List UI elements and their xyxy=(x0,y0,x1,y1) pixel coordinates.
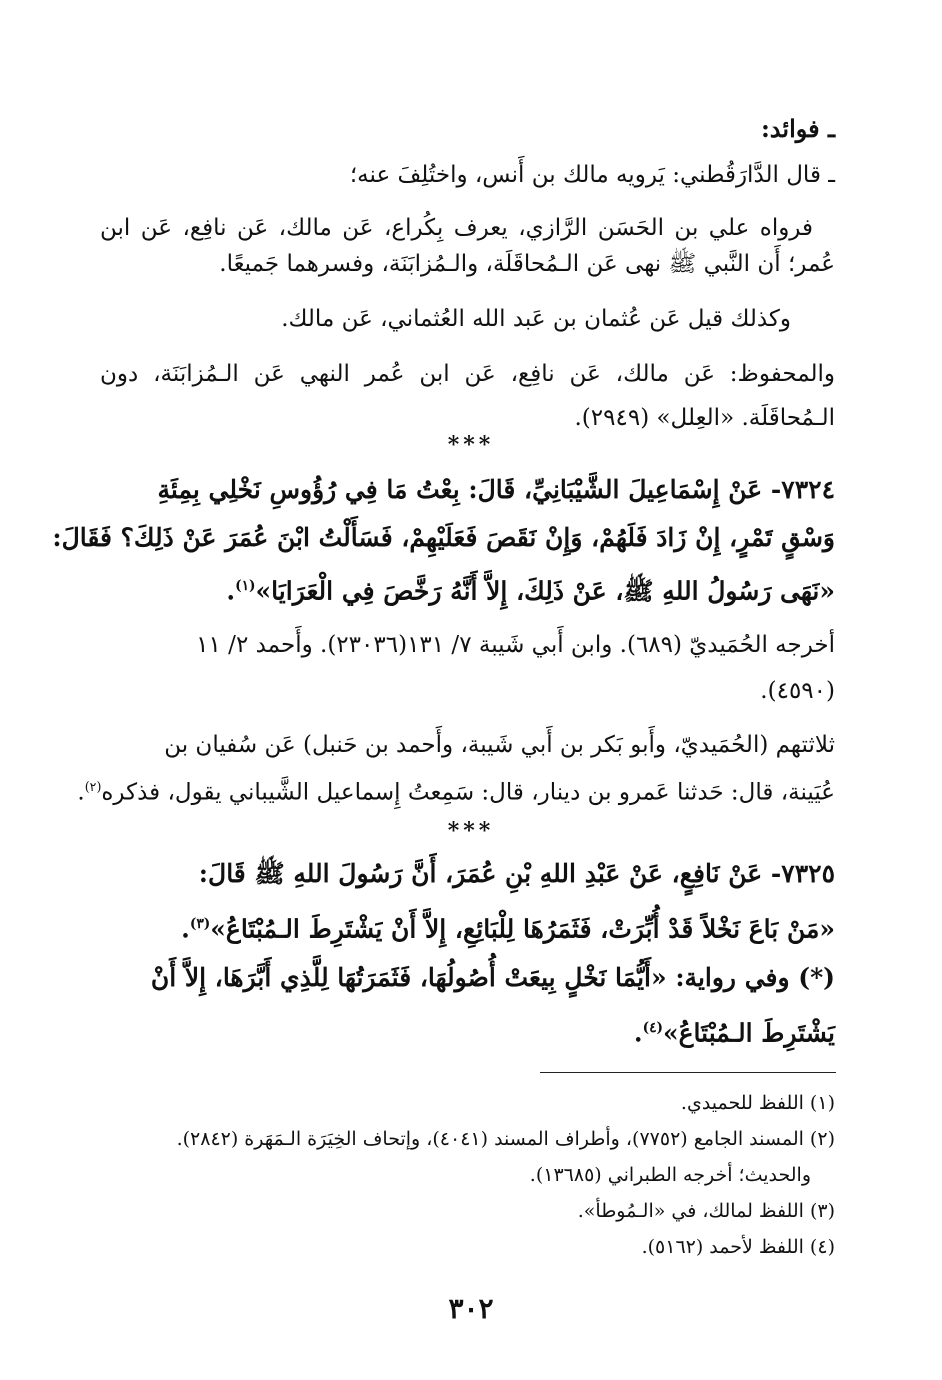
punctuation: . xyxy=(633,1018,643,1048)
footnote-2: (٢) المسند الجامع (٧٧٥٢)، وأطراف المسند (٤٠٤١)، وإتحاف الخِيَرَة الـمَهَرة (٢٨٤٢). xyxy=(176,1128,835,1150)
page-number: ٣٠٢ xyxy=(448,1292,494,1325)
footnote-ref-1: (١) xyxy=(235,578,256,594)
hadith-7324-line-3 xyxy=(100,570,835,607)
hadith-7325-line-2 xyxy=(100,908,835,945)
hadith-7325-matn: «مَنْ بَاعَ نَخْلاً قَدْ أُبِّرَتْ، فَثَمَرُهَا لِلْبَائِعِ، إِلاَّ أَنْ يَشْتَرِطَ الـمُبْتَاعُ» xyxy=(210,914,835,944)
footnote-ref-2: (٢) xyxy=(84,779,102,794)
takhrij-7324-line-1: أخرجه الحُمَيديّ (٦٨٩). وابن أَبي شَيبة ٧/ ١٣١(٢٣٠٣٦). وأَحمد ٢/ ١١ xyxy=(196,632,835,658)
paragraph-daraqutni-riwaya: فرواه علي بن الحَسَن الرَّازي، يعرف بِكُراع، عَن مالك، عَن نافِع، عَن ابن عُمر؛ أَن النَّبي ﷺ نهى عَن الـمُحاقَلَة، والـمُزابَنَة، وفسرهما جَميعًا. xyxy=(100,215,835,277)
punctuation: . xyxy=(226,576,236,606)
hadith-7325-line-1: ٧٣٢٥- عَنْ نَافِعٍ، عَنْ عَبْدِ اللهِ بْنِ عُمَرَ، أَنَّ رَسُولَ اللهِ ﷺ قَالَ: xyxy=(198,859,835,888)
punctuation: . xyxy=(181,914,190,944)
paragraph-daraqutni-intro: ـ قال الدَّارَقُطني: يَرويه مالك بن أَنس، واختُلِفَ عنه؛ xyxy=(349,162,835,188)
section-separator: *** xyxy=(447,432,495,458)
isnad-7324-line-1: ثلاثتهم (الحُمَيديّ، وأَبو بَكر بن أَبي شَيبة، وأَحمد بن حَنبل) عَن سُفيان بن xyxy=(164,732,835,758)
hadith-7325-line-3: (*) وفي رواية: «أَيُّمَا نَخْلٍ بِيعَتْ أُصُولُهَا، فَثَمَرَتُهَا لِلَّذِي أَبَّرَهَا، إِلاَّ أَنْ xyxy=(150,963,835,992)
hadith-7324-matn: «نَهَى رَسُولُ اللهِ ﷺ، عَنْ ذَلِكَ، إِلاَّ أَنَّهُ رَخَّصَ فِي الْعَرَايَا» xyxy=(255,576,835,606)
isnad-text: عُيَينة، قال: حَدثنا عَمرو بن دينار، قال: سَمِعتُ إِسماعيل الشَّيباني يقول، فذكره xyxy=(101,779,835,806)
footnote-2-continued: والحديث؛ أخرجه الطبراني (١٣٦٨٥). xyxy=(529,1164,811,1186)
paragraph-text: وكذلك قيل عَن عُثمان بن عَبد الله العُثماني، عَن مالك. xyxy=(281,306,791,332)
hadith-7325-matn-end: يَشْتَرِطَ الـمُبْتَاعُ» xyxy=(662,1018,835,1048)
hadith-7325-line-4 xyxy=(100,1012,835,1049)
footnote-divider xyxy=(540,1072,836,1073)
footnote-4: (٤) اللفظ لأحمد (٥١٦٢). xyxy=(641,1236,835,1258)
punctuation: . xyxy=(77,779,85,806)
paragraph-daraqutni-uthmani xyxy=(100,304,835,334)
section-separator: *** xyxy=(447,818,495,844)
hadith-7324-line-1: ٧٣٢٤- عَنْ إِسْمَاعِيلَ الشَّيْبَانِيِّ، قَالَ: بِعْتُ مَا فِي رُؤُوسِ نَخْلِي بِمِئَةِ xyxy=(157,475,835,504)
footnote-1: (١) اللفظ للحميدي. xyxy=(680,1092,835,1114)
footnote-3: (٣) اللفظ لمالك، في «الـمُوطأ». xyxy=(577,1200,835,1222)
footnote-ref-3: (٣) xyxy=(189,916,211,932)
isnad-7324-line-2 xyxy=(77,772,835,808)
takhrij-7324-line-2: (٤٥٩٠). xyxy=(760,678,835,704)
paragraph-mahfuz: والمحفوظ: عَن مالك، عَن نافِع، عَن ابن عُمر النهي عَن الـمُزابَنَة، دون الـمُحاقَلَة. «العِلل» (٢٩٤٩). xyxy=(100,361,835,431)
footnote-ref-4: (٤) xyxy=(642,1020,663,1036)
hadith-7324-line-2: وَسْقٍ تَمْرٍ، إِنْ زَادَ فَلَهُمْ، وَإِنْ نَقَصَ فَعَلَيْهِمْ، فَسَأَلْتُ ابْنَ عُمَرَ عَنْ ذَلِكَ؟ فَقَالَ: xyxy=(52,523,835,552)
section-heading: ـ فوائد: xyxy=(760,114,835,143)
